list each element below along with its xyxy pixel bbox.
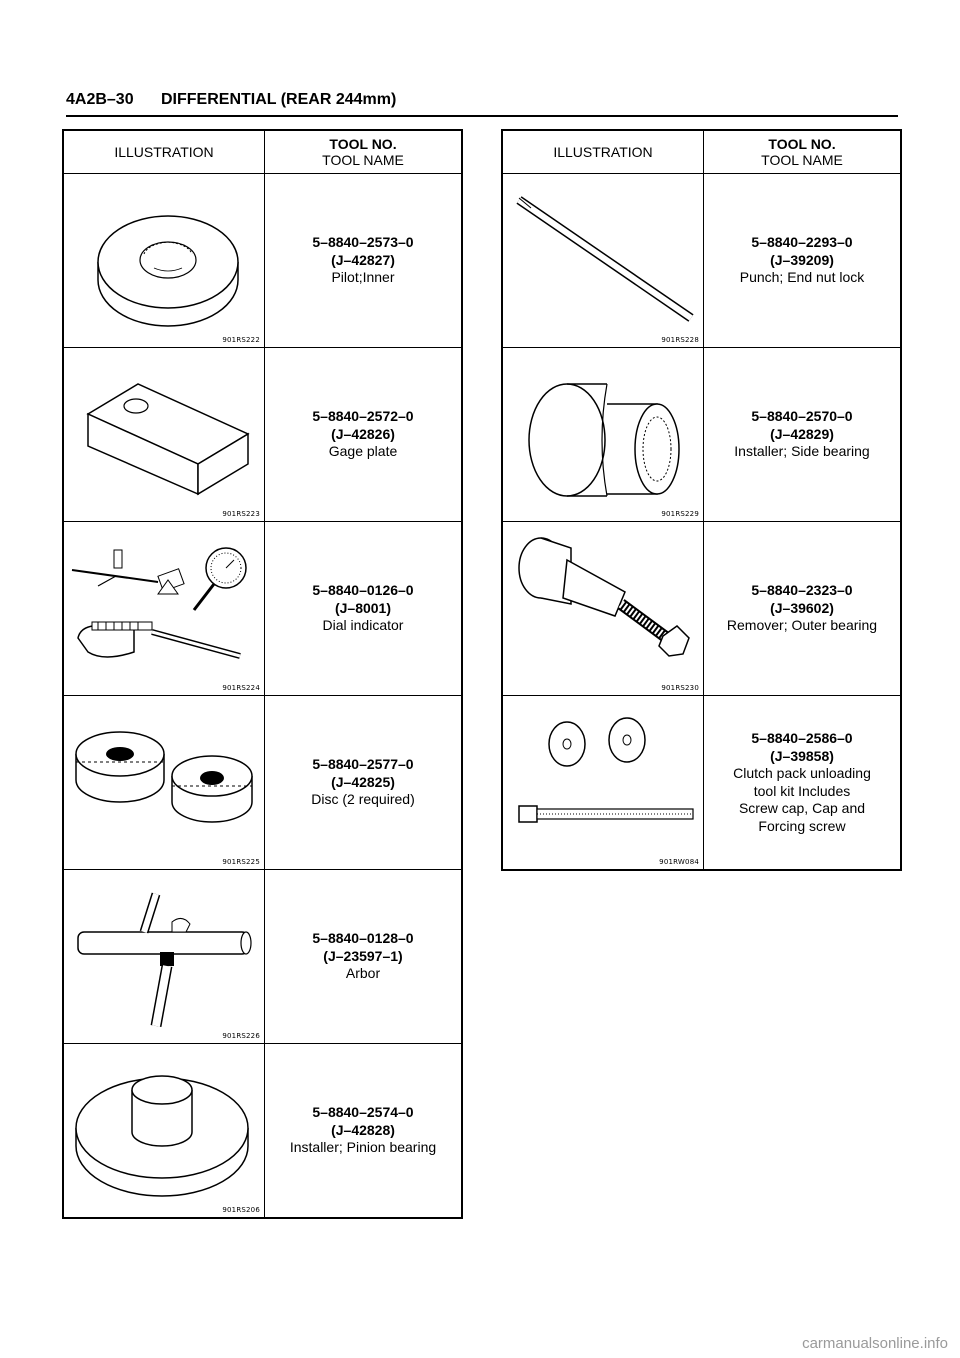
figure-code: 901RS229 — [661, 510, 699, 518]
tool-alt-number: (J–39209) — [770, 251, 834, 268]
table-row — [502, 696, 901, 871]
tool-number: 5–8840–2574–0 — [312, 1104, 414, 1121]
ring-disc-icon — [68, 180, 258, 340]
bolt-remover-icon — [507, 528, 697, 688]
tool-info-cell — [265, 522, 463, 696]
illustration-cell — [502, 522, 704, 696]
tool-number: 5–8840–0126–0 — [312, 582, 414, 599]
table-row — [502, 522, 901, 696]
column-header-illustration: ILLUSTRATION — [502, 130, 704, 174]
tool-name: Clutch pack unloading tool kit Includes Screw cap, Cap and Forcing screw — [733, 765, 871, 834]
arbor-icon — [68, 876, 258, 1036]
tool-alt-number: (J–42825) — [331, 773, 395, 790]
tool-info-cell — [265, 696, 463, 870]
table-row — [63, 1044, 462, 1219]
figure-code: 901RS230 — [661, 684, 699, 692]
tool-alt-number: (J–39858) — [770, 747, 834, 764]
illustration-cell — [63, 348, 265, 522]
table-row — [502, 348, 901, 522]
tool-number: 5–8840–2586–0 — [751, 730, 853, 746]
tool-info-cell — [265, 348, 463, 522]
tool-alt-number: (J–39602) — [770, 599, 834, 616]
illustration-cell — [502, 696, 704, 871]
tool-name: Installer; Pinion bearing — [289, 1139, 437, 1156]
column-header-tool-name: TOOL NAME — [761, 152, 843, 168]
illustration-cell — [502, 348, 704, 522]
tool-info-cell — [704, 522, 902, 696]
figure-code: 901RS228 — [661, 336, 699, 344]
table-row — [63, 696, 462, 870]
table-row — [502, 174, 901, 348]
column-header-tool — [265, 130, 463, 174]
tool-number: 5–8840–2572–0 — [312, 408, 414, 425]
column-header-tool — [704, 130, 902, 174]
figure-code: 901RS226 — [222, 1032, 260, 1040]
tool-name: Gage plate — [328, 443, 398, 460]
tool-info-cell — [704, 174, 902, 348]
tool-alt-number: (J–42827) — [331, 251, 395, 268]
tool-number: 5–8840–2577–0 — [312, 756, 414, 773]
tool-alt-number: (J–42829) — [770, 425, 834, 442]
tool-number: 5–8840–2573–0 — [312, 234, 414, 251]
tool-info-cell — [265, 174, 463, 348]
side-bearing-installer-icon — [507, 354, 697, 514]
gage-block-icon — [68, 354, 258, 514]
tool-table-left — [62, 129, 463, 1219]
flanged-installer-icon — [68, 1050, 258, 1210]
tool-alt-number: (J–8001) — [334, 599, 392, 616]
punch-icon — [507, 180, 697, 340]
figure-code: 901RW084 — [659, 858, 699, 866]
illustration-cell — [63, 696, 265, 870]
illustration-cell — [63, 174, 265, 348]
page-header — [66, 88, 898, 118]
tool-alt-number: (J–23597–1) — [323, 947, 403, 964]
tool-name: Installer; Side bearing — [734, 443, 870, 460]
figure-code: 901RS224 — [222, 684, 260, 692]
tool-name: Punch; End nut lock — [739, 269, 865, 286]
dial-indicator-icon — [68, 528, 258, 688]
tool-number: 5–8840–2570–0 — [751, 408, 853, 425]
tool-info-cell — [704, 348, 902, 522]
illustration-cell — [63, 1044, 265, 1219]
twin-disc-icon — [68, 702, 258, 862]
figure-code: 901RS225 — [222, 858, 260, 866]
tool-alt-number: (J–42828) — [331, 1121, 395, 1138]
tool-name: Arbor — [345, 965, 381, 982]
header-rule — [66, 115, 898, 117]
tool-name: Pilot;Inner — [331, 269, 395, 286]
column-header-tool-no: TOOL NO. — [768, 136, 836, 152]
page-number: 4A2B–30 — [66, 91, 134, 108]
section-title: DIFFERENTIAL (REAR 244mm) — [161, 91, 397, 108]
column-header-tool-name: TOOL NAME — [322, 152, 404, 168]
tool-info-cell — [704, 696, 902, 871]
tool-name: Remover; Outer bearing — [726, 617, 878, 634]
tool-alt-number: (J–42826) — [331, 425, 395, 442]
tool-name: Disc (2 required) — [311, 791, 415, 808]
table-row — [63, 870, 462, 1044]
tool-number: 5–8840–2323–0 — [751, 582, 853, 599]
figure-code: 901RS223 — [222, 510, 260, 518]
column-header-tool-no: TOOL NO. — [329, 136, 397, 152]
tool-info-cell — [265, 870, 463, 1044]
table-row — [63, 174, 462, 348]
illustration-cell — [502, 174, 704, 348]
tool-number: 5–8840–2293–0 — [751, 234, 853, 251]
table-header-row — [63, 130, 462, 174]
column-header-illustration: ILLUSTRATION — [63, 130, 265, 174]
forcing-screw-kit-icon — [507, 702, 697, 862]
figure-code: 901RS222 — [222, 336, 260, 344]
figure-code: 901RS206 — [222, 1206, 260, 1214]
table-row — [63, 348, 462, 522]
tool-number: 5–8840–0128–0 — [312, 930, 414, 947]
table-row — [63, 522, 462, 696]
tool-info-cell — [265, 1044, 463, 1219]
table-header-row — [502, 130, 901, 174]
illustration-cell — [63, 870, 265, 1044]
illustration-cell — [63, 522, 265, 696]
tool-table-right — [501, 129, 902, 871]
watermark: carmanualsonline.info — [802, 1335, 948, 1352]
tool-name: Dial indicator — [322, 617, 404, 634]
